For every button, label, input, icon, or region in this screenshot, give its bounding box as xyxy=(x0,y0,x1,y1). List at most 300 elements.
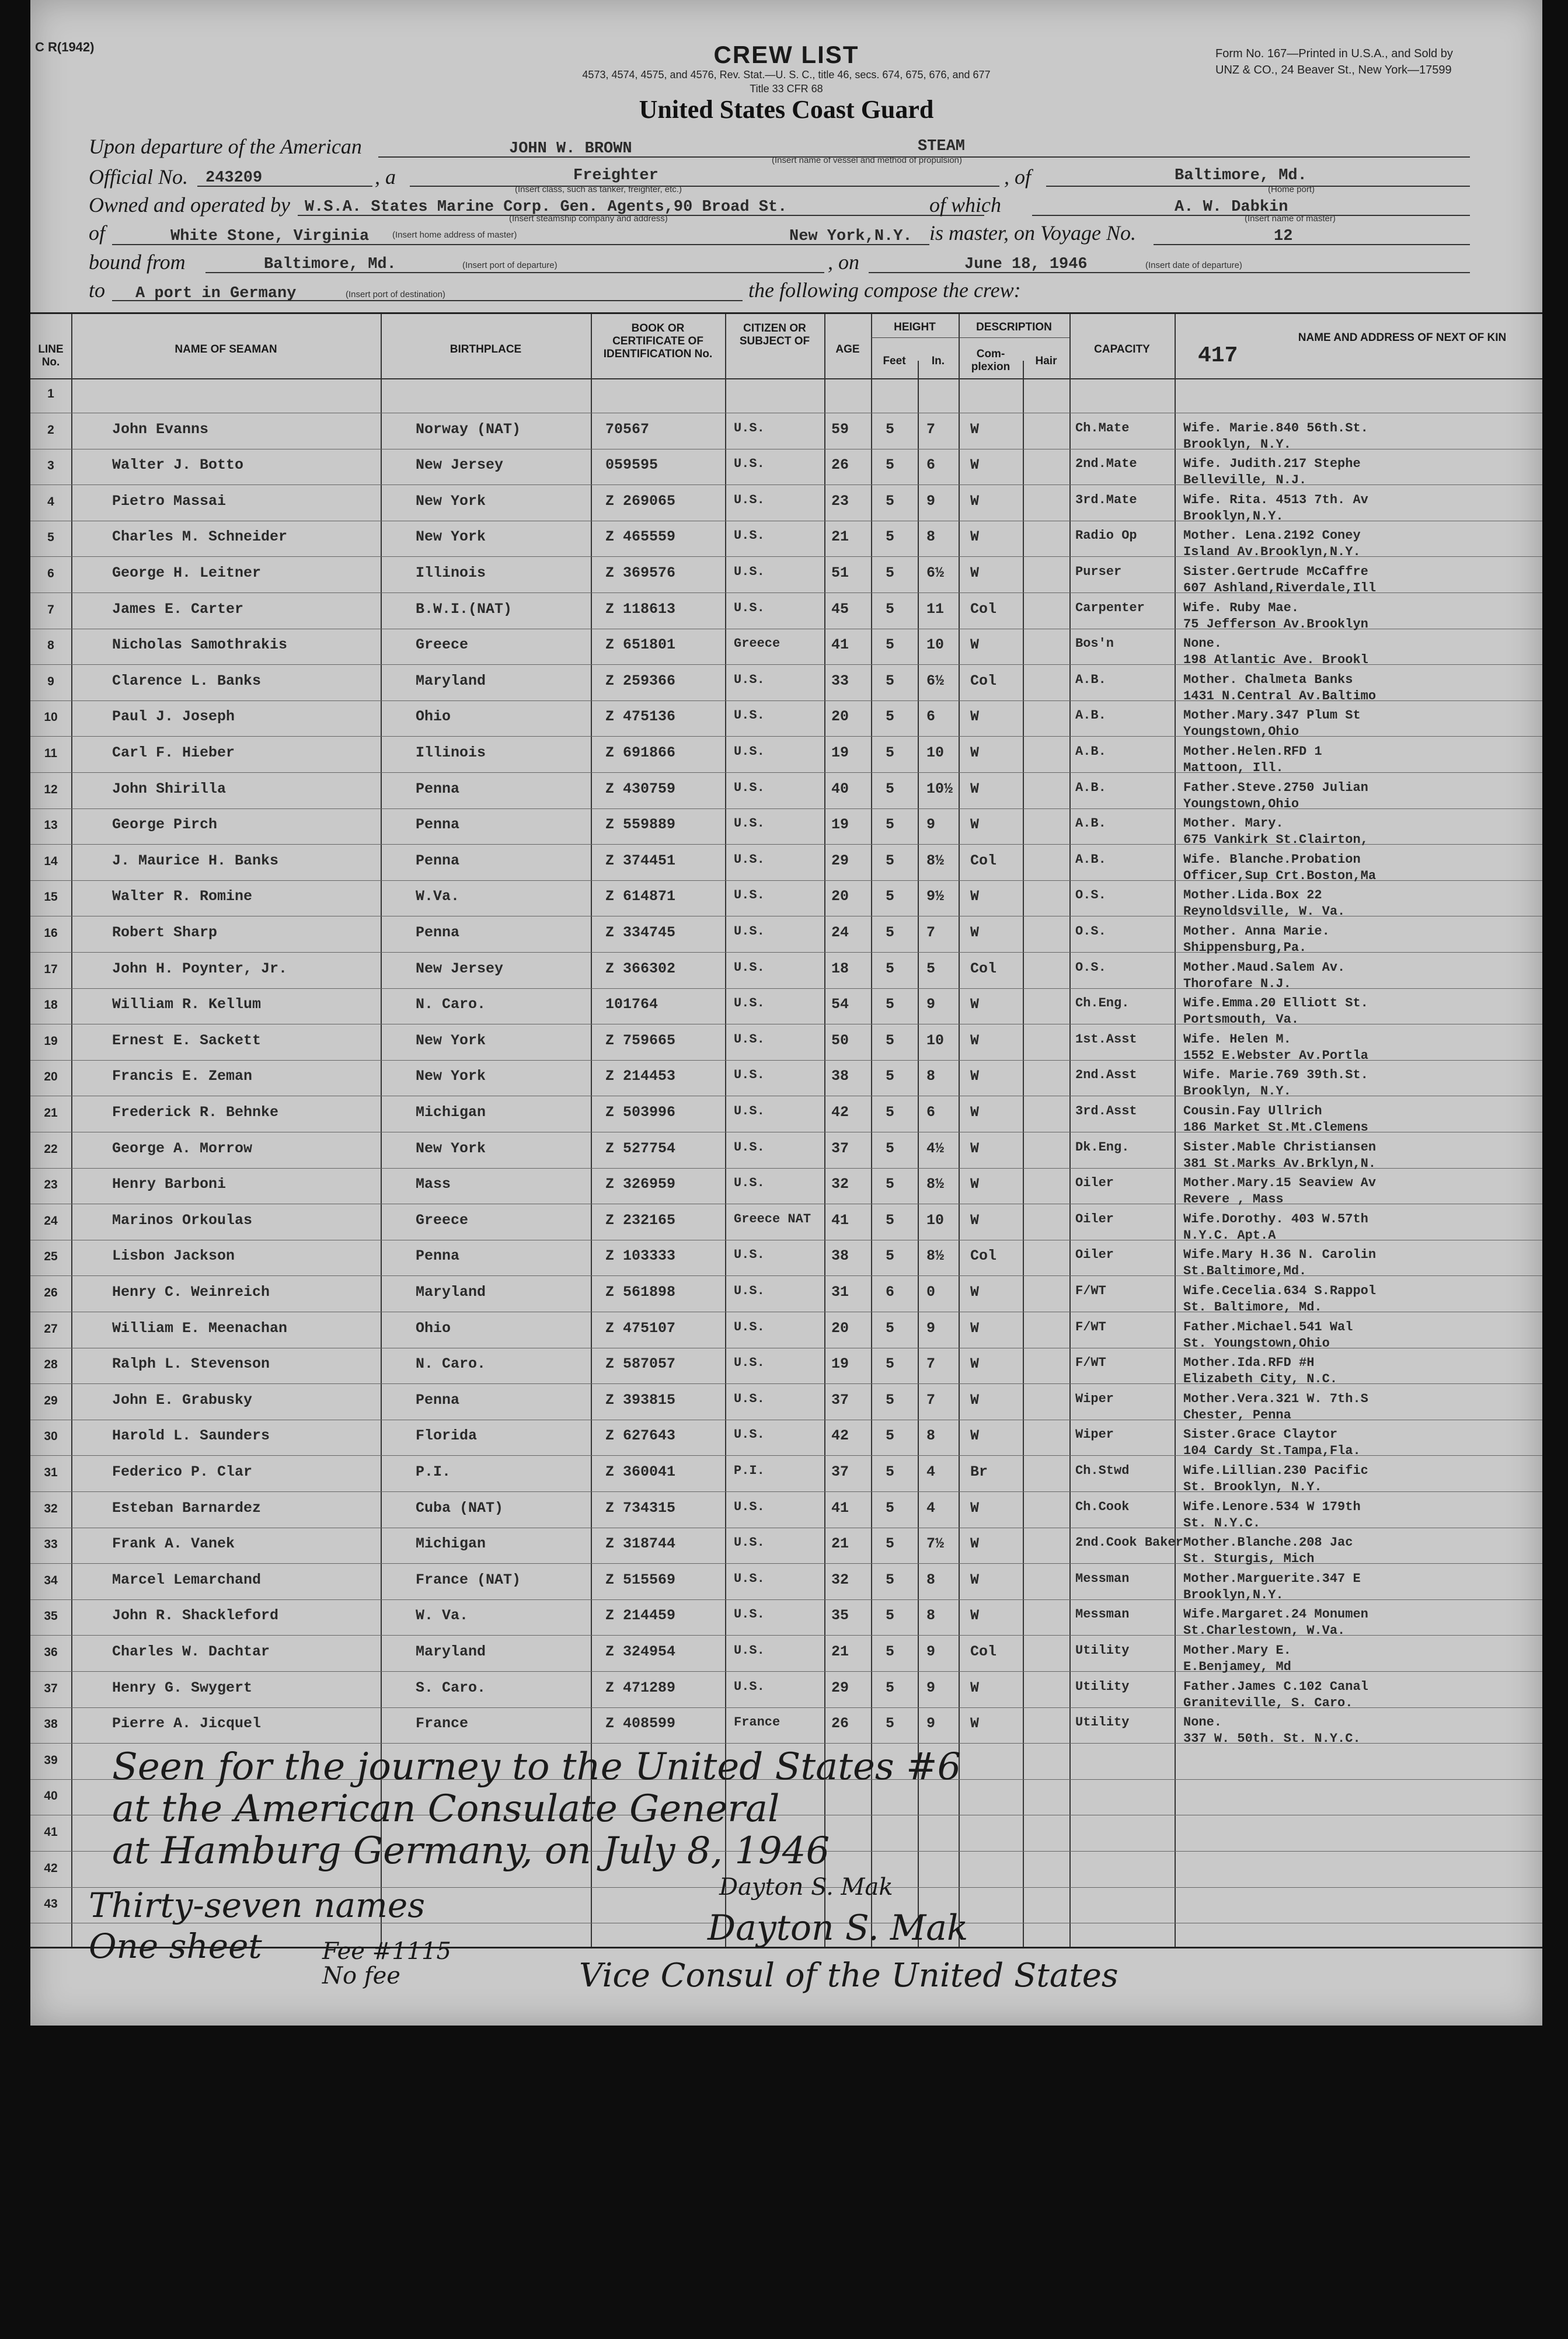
complexion: W xyxy=(970,1284,980,1301)
complexion: W xyxy=(970,492,980,510)
seaman-name: John E. Grabusky xyxy=(112,1391,253,1409)
capacity: Dk.Eng. xyxy=(1075,1139,1130,1155)
birthplace: W. Va. xyxy=(416,1607,469,1625)
citizenship: U.S. xyxy=(734,672,765,687)
official-no: 243209 xyxy=(205,169,263,187)
consul-title: Vice Consul of the United States xyxy=(579,1957,1118,1995)
line-number: 42 xyxy=(44,1861,58,1875)
complexion: Col xyxy=(970,1643,997,1660)
birthplace: Illinois xyxy=(416,564,486,581)
certificate-no: Z 408599 xyxy=(605,1715,676,1733)
citizenship: U.S. xyxy=(734,1319,765,1334)
th-line: LINE No. xyxy=(38,343,64,368)
line-number: 35 xyxy=(44,1609,58,1623)
birthplace: Penna xyxy=(416,852,460,869)
line-number: 7 xyxy=(47,602,54,616)
certificate-no: Z 475107 xyxy=(605,1319,676,1337)
height-feet: 5 xyxy=(886,1104,895,1121)
height-inches: 10 xyxy=(926,1211,945,1229)
height-feet: 5 xyxy=(886,1247,895,1265)
certificate-no: Z 366302 xyxy=(605,960,676,977)
complexion: W xyxy=(970,1607,980,1625)
height-inches: 11 xyxy=(926,600,945,618)
certificate-no: Z 393815 xyxy=(605,1391,676,1409)
seaman-name: J. Maurice H. Banks xyxy=(112,852,279,869)
seaman-name: John H. Poynter, Jr. xyxy=(112,960,288,977)
kin-line-2: Youngstown,Ohio xyxy=(1183,724,1299,740)
kin-line-2: 337 W. 50th. St. N.Y.C. xyxy=(1183,1731,1361,1747)
birthplace: France (NAT) xyxy=(416,1571,521,1588)
height-feet: 5 xyxy=(886,888,895,905)
line-number: 14 xyxy=(44,854,58,868)
kin-line-2: Brooklyn, N.Y. xyxy=(1183,437,1291,452)
kin-line-2: St.Baltimore,Md. xyxy=(1183,1264,1307,1279)
line-number: 30 xyxy=(44,1430,58,1444)
kin-line-2: 1552 E.Webster Av.Portla xyxy=(1183,1048,1368,1063)
th-citizen: CITIZEN OR SUBJECT OF xyxy=(739,322,810,347)
th-complexion: Com- plexion xyxy=(971,348,1011,373)
height-inches: 9 xyxy=(926,1319,936,1337)
kin-line-2: Portsmouth, Va. xyxy=(1183,1012,1299,1027)
seaman-name: Walter J. Botto xyxy=(112,456,244,474)
col-divider xyxy=(959,314,960,1947)
age: 33 xyxy=(831,672,849,689)
height-inches: 6½ xyxy=(926,564,945,581)
capacity: O.S. xyxy=(1075,960,1106,975)
kin-line-1: Father.Michael.541 Wal xyxy=(1183,1319,1353,1334)
age: 32 xyxy=(831,1571,849,1588)
kin-line-2: St. Youngstown,Ohio xyxy=(1183,1336,1330,1351)
age: 20 xyxy=(831,888,849,905)
seaman-name: Pietro Massai xyxy=(112,492,227,510)
height-inches: 8 xyxy=(926,528,936,546)
citizenship: U.S. xyxy=(734,1643,765,1658)
col-divider xyxy=(71,314,72,1947)
complexion: W xyxy=(970,1031,980,1049)
citizenship: U.S. xyxy=(734,1535,765,1550)
seaman-name: Henry Barboni xyxy=(112,1176,227,1193)
seaman-name: Walter R. Romine xyxy=(112,888,253,905)
col-divider xyxy=(725,314,726,1947)
complexion: W xyxy=(970,1139,980,1157)
certificate-no: Z 324954 xyxy=(605,1643,676,1660)
citizenship: Greece NAT xyxy=(734,1211,811,1226)
kin-line-2: Graniteville, S. Caro. xyxy=(1183,1695,1353,1710)
height-inches: 7 xyxy=(926,420,936,438)
height-inches: 8½ xyxy=(926,1176,945,1193)
kin-line-2: Shippensburg,Pa. xyxy=(1183,940,1307,955)
home-port-hint: (Home port) xyxy=(1268,184,1315,194)
line-number: 4 xyxy=(47,494,54,508)
birthplace: New Jersey xyxy=(416,960,504,977)
col-divider xyxy=(381,314,382,1947)
kin-line-2: 1431 N.Central Av.Baltimo xyxy=(1183,688,1377,703)
seaman-name: Marcel Lemarchand xyxy=(112,1571,262,1588)
birthplace: Penna xyxy=(416,816,460,834)
citizenship: U.S. xyxy=(734,564,765,579)
citizenship: U.S. xyxy=(734,780,765,795)
capacity: 3rd.Asst xyxy=(1075,1104,1137,1118)
birthplace: Maryland xyxy=(416,1643,486,1660)
sheet-count: One sheet xyxy=(89,1926,262,1966)
capacity: Oiler xyxy=(1075,1247,1114,1263)
voyage-rule xyxy=(1154,244,1470,245)
certificate-no: Z 614871 xyxy=(605,888,676,905)
seaman-name: Federico P. Clar xyxy=(112,1463,253,1480)
kin-line-2: E.Benjamey, Md xyxy=(1183,1660,1291,1674)
line-number: 41 xyxy=(44,1825,58,1839)
official-no-label: Official No. xyxy=(89,165,188,189)
height-feet: 5 xyxy=(886,528,895,546)
fee-number: Fee #1115 xyxy=(322,1938,451,1965)
capacity: A.B. xyxy=(1075,780,1106,795)
height-feet: 5 xyxy=(886,996,895,1013)
height-inches: 4½ xyxy=(926,1139,945,1157)
height-inches: 9 xyxy=(926,996,936,1013)
capacity: Ch.Eng. xyxy=(1075,996,1130,1011)
seaman-name: John Evanns xyxy=(112,420,209,438)
certificate-no: Z 214453 xyxy=(605,1068,676,1085)
of2-label: of xyxy=(89,221,106,245)
owner-hint: (Insert steamship company and address) xyxy=(509,214,668,224)
line-number: 24 xyxy=(44,1214,58,1228)
height-feet: 5 xyxy=(886,1643,895,1660)
master-home-hint: (Insert home address of master) xyxy=(392,230,517,240)
kin-line-1: Mother.Blanche.208 Jac xyxy=(1183,1535,1353,1550)
complexion: W xyxy=(970,888,980,905)
line-number: 17 xyxy=(44,962,58,976)
kin-line-1: Cousin.Fay Ullrich xyxy=(1183,1104,1322,1118)
vessel-type: Freighter xyxy=(573,167,658,184)
on-label: , on xyxy=(828,250,859,274)
th-kin: NAME AND ADDRESS OF NEXT OF KIN xyxy=(1298,332,1507,344)
description-subrule xyxy=(959,337,1069,338)
kin-line-1: Wife. Marie.769 39th.St. xyxy=(1183,1068,1368,1083)
age: 41 xyxy=(831,1211,849,1229)
kin-line-1: None. xyxy=(1183,1715,1222,1730)
height-inches: 7 xyxy=(926,1391,936,1409)
sheet-number: 417 xyxy=(1198,343,1238,368)
height-inches: 6 xyxy=(926,708,936,726)
line-number: 10 xyxy=(44,710,58,724)
birthplace: Mass xyxy=(416,1176,451,1193)
age: 59 xyxy=(831,420,849,438)
citizenship: U.S. xyxy=(734,888,765,903)
capacity: F/WT xyxy=(1075,1319,1106,1334)
capacity: Radio Op xyxy=(1075,528,1137,543)
birthplace: Cuba (NAT) xyxy=(416,1499,504,1517)
kin-line-1: Mother.Helen.RFD 1 xyxy=(1183,744,1322,759)
height-feet: 5 xyxy=(886,1427,895,1445)
age: 42 xyxy=(831,1104,849,1121)
seaman-name: Pierre A. Jicquel xyxy=(112,1715,262,1733)
line-number: 20 xyxy=(44,1070,58,1084)
citizenship: U.S. xyxy=(734,1176,765,1191)
seaman-name: George Pirch xyxy=(112,816,218,834)
birthplace: New York xyxy=(416,1139,486,1157)
printer-notice xyxy=(1215,46,1519,78)
kin-line-2: 381 St.Marks Av.Brklyn,N. xyxy=(1183,1156,1377,1171)
citizenship: U.S. xyxy=(734,1139,765,1155)
age: 51 xyxy=(831,564,849,581)
propulsion-hint: (Insert name of vessel and method of propulsion) xyxy=(772,155,963,165)
kin-line-1: Wife.Cecelia.634 S.Rappol xyxy=(1183,1284,1377,1298)
height-feet: 5 xyxy=(886,1499,895,1517)
names-count: Thirty-seven names xyxy=(89,1885,425,1925)
birthplace: New Jersey xyxy=(416,456,504,474)
height-feet: 5 xyxy=(886,1139,895,1157)
kin-line-2: 186 Market St.Mt.Clemens xyxy=(1183,1120,1368,1135)
seaman-name: Carl F. Hieber xyxy=(112,744,235,761)
citizenship: U.S. xyxy=(734,852,765,867)
capacity: 3rd.Mate xyxy=(1075,492,1137,507)
capacity: Messman xyxy=(1075,1571,1130,1586)
kin-line-1: Mother.Lida.Box 22 xyxy=(1183,888,1322,903)
seaman-name: Charles M. Schneider xyxy=(112,528,288,546)
height-inches: 6 xyxy=(926,456,936,474)
height-subrule xyxy=(871,337,959,338)
certificate-no: Z 334745 xyxy=(605,924,676,941)
height-inches: 0 xyxy=(926,1284,936,1301)
th-hair: Hair xyxy=(1035,355,1057,367)
no-fee: No fee xyxy=(322,1962,400,1989)
birthplace: Illinois xyxy=(416,744,486,761)
height-feet: 5 xyxy=(886,456,895,474)
age: 41 xyxy=(831,636,849,654)
kin-line-2: Belleville, N.J. xyxy=(1183,473,1307,488)
col-divider xyxy=(824,314,825,1947)
age: 42 xyxy=(831,1427,849,1445)
col-divider xyxy=(918,361,919,1947)
height-feet: 5 xyxy=(886,1319,895,1337)
line-number: 2 xyxy=(47,423,54,437)
printer-notice-line-1: Form No. 167—Printed in U.S.A., and Sold by xyxy=(1215,47,1453,60)
master-home: White Stone, Virginia xyxy=(170,228,370,245)
age: 20 xyxy=(831,708,849,726)
height-inches: 8 xyxy=(926,1068,936,1085)
birthplace: New York xyxy=(416,1031,486,1049)
destination-rule xyxy=(112,300,743,301)
kin-line-1: Mother.Vera.321 W. 7th.S xyxy=(1183,1391,1368,1406)
citizenship: U.S. xyxy=(734,600,765,615)
th-capacity: CAPACITY xyxy=(1094,343,1150,355)
complexion: W xyxy=(970,1571,980,1588)
capacity: 1st.Asst xyxy=(1075,1031,1137,1047)
height-feet: 5 xyxy=(886,1068,895,1085)
seaman-name: Clarence L. Banks xyxy=(112,672,262,689)
age: 41 xyxy=(831,1499,849,1517)
complexion: W xyxy=(970,1355,980,1373)
kin-line-1: Wife. Helen M. xyxy=(1183,1031,1291,1047)
height-feet: 5 xyxy=(886,1031,895,1049)
statute-reference: 4573, 4574, 4575, and 4576, Rev. Stat.—U. S. C., title 46, secs. 674, 675, 676, and 677 xyxy=(582,69,991,81)
height-feet: 5 xyxy=(886,780,895,797)
kin-line-1: Mother. Anna Marie. xyxy=(1183,924,1330,939)
citizenship: U.S. xyxy=(734,924,765,939)
citizenship: U.S. xyxy=(734,708,765,723)
kin-line-2: Youngstown,Ohio xyxy=(1183,796,1299,811)
home-port: Baltimore, Md. xyxy=(1175,167,1307,184)
kin-line-2: Thorofare N.J. xyxy=(1183,976,1291,991)
certificate-no: Z 259366 xyxy=(605,672,676,689)
height-inches: 8 xyxy=(926,1571,936,1588)
line-number: 1 xyxy=(47,387,54,400)
document-title: CREW LIST xyxy=(713,41,859,68)
birthplace: Penna xyxy=(416,1391,460,1409)
kin-line-1: Wife.Dorothy. 403 W.57th xyxy=(1183,1211,1368,1226)
destination: A port in Germany xyxy=(135,285,297,302)
capacity: Oiler xyxy=(1075,1176,1114,1191)
kin-line-1: Father.Steve.2750 Julian xyxy=(1183,780,1368,795)
height-feet: 5 xyxy=(886,1679,895,1696)
kin-line-2: 104 Cardy St.Tampa,Fla. xyxy=(1183,1444,1361,1459)
citizenship: U.S. xyxy=(734,1355,765,1371)
kin-line-2: Brooklyn,N.Y. xyxy=(1183,508,1284,524)
age: 19 xyxy=(831,744,849,761)
height-feet: 5 xyxy=(886,1607,895,1625)
th-book: BOOK OR CERTIFICATE OF IDENTIFICATION No. xyxy=(603,322,713,360)
citizenship: U.S. xyxy=(734,456,765,472)
capacity: Utility xyxy=(1075,1679,1130,1694)
capacity: 2nd.Asst xyxy=(1075,1068,1137,1083)
departure-label: Upon departure of the American xyxy=(89,135,362,158)
age: 26 xyxy=(831,1715,849,1733)
kin-line-1: Mother. Lena.2192 Coney xyxy=(1183,528,1361,543)
citizenship: U.S. xyxy=(734,492,765,507)
citizenship: U.S. xyxy=(734,816,765,831)
complexion: Col xyxy=(970,1247,997,1265)
master-hint: (Insert name of master) xyxy=(1245,214,1336,224)
certificate-no: Z 374451 xyxy=(605,852,676,869)
kin-line-2: N.Y.C. Apt.A xyxy=(1183,1228,1276,1243)
kin-line-2: St. Sturgis, Mich xyxy=(1183,1552,1315,1567)
citizenship: U.S. xyxy=(734,744,765,759)
citizenship: France xyxy=(734,1715,780,1730)
certificate-no: Z 515569 xyxy=(605,1571,676,1588)
citizenship: P.I. xyxy=(734,1463,765,1478)
capacity: F/WT xyxy=(1075,1355,1106,1371)
initials: Dayton S. Mak xyxy=(719,1874,893,1901)
capacity: F/WT xyxy=(1075,1284,1106,1298)
certificate-no: Z 118613 xyxy=(605,600,676,618)
kin-line-2: Elizabeth City, N.C. xyxy=(1183,1372,1338,1387)
height-inches: 7 xyxy=(926,924,936,941)
height-inches: 6 xyxy=(926,1104,936,1121)
complexion: W xyxy=(970,456,980,474)
line-number: 28 xyxy=(44,1358,58,1372)
certificate-no: Z 269065 xyxy=(605,492,676,510)
age: 37 xyxy=(831,1139,849,1157)
capacity: Utility xyxy=(1075,1715,1130,1730)
th-age: AGE xyxy=(835,343,860,355)
capacity: A.B. xyxy=(1075,708,1106,723)
birthplace: Penna xyxy=(416,1247,460,1265)
seaman-name: George A. Morrow xyxy=(112,1139,253,1157)
height-feet: 6 xyxy=(886,1284,895,1301)
age: 50 xyxy=(831,1031,849,1049)
birthplace: Penna xyxy=(416,780,460,797)
kin-line-1: Mother.Maud.Salem Av. xyxy=(1183,960,1346,975)
height-inches: 5 xyxy=(926,960,936,977)
owner: W.S.A. States Marine Corp. Gen. Agents,90 Broad St. xyxy=(305,198,788,216)
to-label: to xyxy=(89,278,106,302)
owned-label: Owned and operated by xyxy=(89,193,290,217)
complexion: W xyxy=(970,1391,980,1409)
capacity: Utility xyxy=(1075,1643,1130,1658)
seaman-name: Henry C. Weinreich xyxy=(112,1284,270,1301)
birthplace: W.Va. xyxy=(416,888,460,905)
complexion: W xyxy=(970,744,980,761)
kin-line-1: Wife.Mary H.36 N. Carolin xyxy=(1183,1247,1377,1263)
complexion: W xyxy=(970,1715,980,1733)
seaman-name: George H. Leitner xyxy=(112,564,262,581)
complexion: W xyxy=(970,816,980,834)
height-inches: 4 xyxy=(926,1463,936,1480)
line-number: 32 xyxy=(44,1501,58,1515)
certificate-no: Z 503996 xyxy=(605,1104,676,1121)
line-number: 31 xyxy=(44,1466,58,1479)
complexion: W xyxy=(970,780,980,797)
height-feet: 5 xyxy=(886,672,895,689)
capacity: Purser xyxy=(1075,564,1122,579)
endorsement-line-1: Seen for the journey to the United States #6 xyxy=(112,1745,961,1789)
departure-port-hint: (Insert port of departure) xyxy=(462,260,557,270)
row-rule xyxy=(30,1563,1542,1564)
row-rule xyxy=(30,952,1542,953)
height-feet: 5 xyxy=(886,1571,895,1588)
kin-line-1: None. xyxy=(1183,636,1222,651)
capacity: Wiper xyxy=(1075,1427,1114,1442)
citizenship: U.S. xyxy=(734,1427,765,1442)
certificate-no: Z 103333 xyxy=(605,1247,676,1265)
kin-line-2: 675 Vankirk St.Clairton, xyxy=(1183,832,1368,848)
capacity: Oiler xyxy=(1075,1211,1114,1226)
height-feet: 5 xyxy=(886,492,895,510)
height-feet: 5 xyxy=(886,1176,895,1193)
citizenship: U.S. xyxy=(734,1607,765,1622)
kin-line-1: Wife. Ruby Mae. xyxy=(1183,600,1299,615)
line-number: 26 xyxy=(44,1286,58,1299)
of-which-label: of which xyxy=(929,193,1001,217)
capacity: A.B. xyxy=(1075,744,1106,759)
line-number: 38 xyxy=(44,1717,58,1731)
certificate-no: Z 691866 xyxy=(605,744,676,761)
citizenship: U.S. xyxy=(734,1679,765,1694)
line-number: 12 xyxy=(44,782,58,796)
height-feet: 5 xyxy=(886,852,895,869)
certificate-no: Z 759665 xyxy=(605,1031,676,1049)
citizenship: U.S. xyxy=(734,1284,765,1298)
birthplace: P.I. xyxy=(416,1463,451,1480)
height-inches: 10 xyxy=(926,636,945,654)
capacity: Ch.Mate xyxy=(1075,420,1130,435)
capacity: A.B. xyxy=(1075,672,1106,687)
height-inches: 10½ xyxy=(926,780,953,797)
complexion: Col xyxy=(970,600,997,618)
row-rule xyxy=(30,736,1542,737)
birthplace: Maryland xyxy=(416,1284,486,1301)
line-number: 27 xyxy=(44,1322,58,1336)
height-feet: 5 xyxy=(886,636,895,654)
age: 35 xyxy=(831,1607,849,1625)
line-number: 8 xyxy=(47,639,54,653)
kin-line-2: St. N.Y.C. xyxy=(1183,1515,1261,1531)
height-inches: 7½ xyxy=(926,1535,945,1553)
kin-line-1: Wife.Lillian.230 Pacific xyxy=(1183,1463,1368,1478)
capacity: Bos'n xyxy=(1075,636,1114,651)
complexion: W xyxy=(970,1068,980,1085)
seaman-name: Marinos Orkoulas xyxy=(112,1211,253,1229)
